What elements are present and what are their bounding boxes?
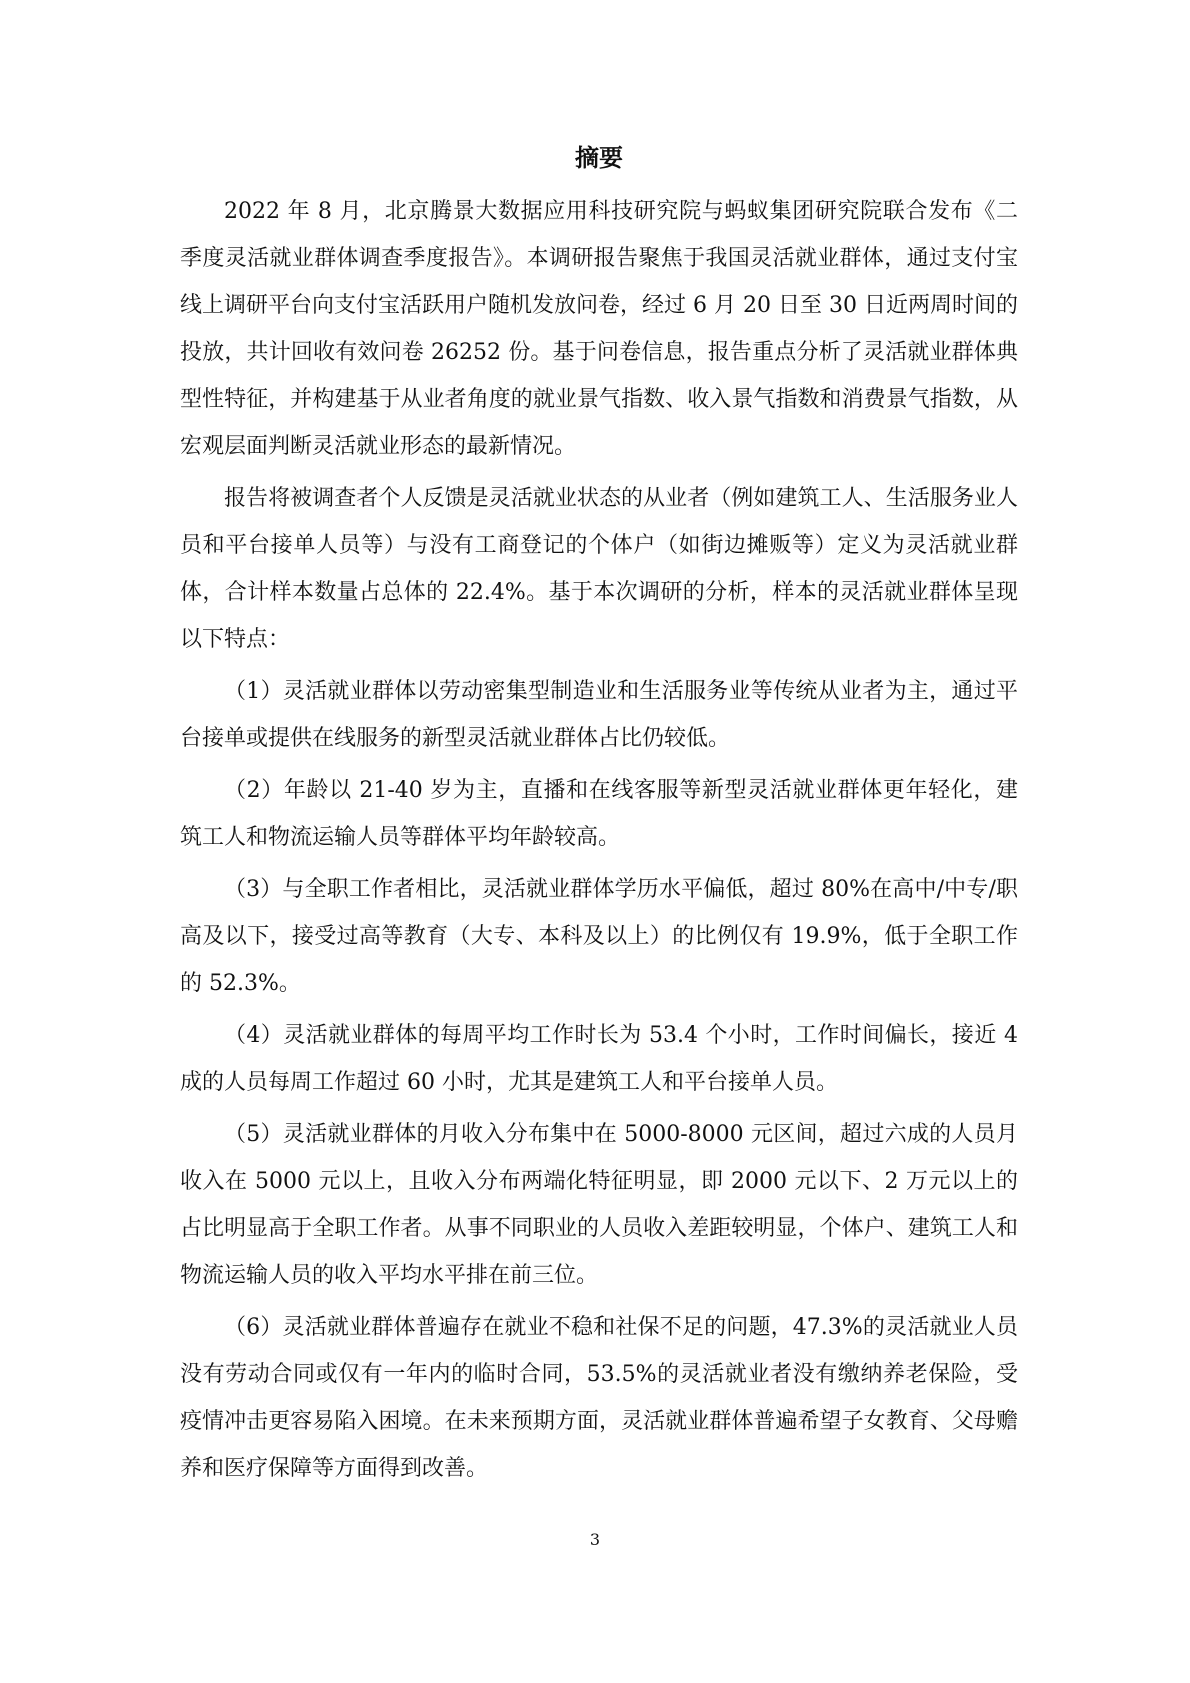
paragraph-point-6: （6）灵活就业群体普遍存在就业不稳和社保不足的问题，47.3%的灵活就业人员没有劳动合同或仅有一年内的临时合同，53.5%的灵活就业者没有缴纳养老保险，受疫情冲击更容易陷入困境。在未来预期方面，灵活就业群体普遍希望子女教育、父母赡养和医疗保障等方面得到改善。 [180,1315,1018,1481]
paragraph-point-5: （5）灵活就业群体的月收入分布集中在 5000-8000 元区间，超过六成的人员月收入在 5000 元以上，且收入分布两端化特征明显，即 2000 元以下、2 万元以上的占比明显高于全职工作者。从事不同职业的人员收入差距较明显，个体户、建筑工人和物流运输人员的收入平均水平排在前三位。 [180,1122,1018,1288]
page-title: 摘要 [575,143,623,172]
paragraph-point-4: （4）灵活就业群体的每周平均工作时长为 53.4 个小时，工作时间偏长，接近 4 成的人员每周工作超过 60 小时，尤其是建筑工人和平台接单人员。 [180,1023,1018,1095]
paragraph-definition: 报告将被调查者个人反馈是灵活就业状态的从业者（例如建筑工人、生活服务业人员和平台接单人员等）与没有工商登记的个体户（如街边摊贩等）定义为灵活就业群体，合计样本数量占总体的 22.4%。基于本次调研的分析，样本的灵活就业群体呈现以下特点： [180,486,1018,652]
page-number: 3 [589,1530,601,1549]
document-body [180,140,1018,1497]
paragraph-point-3: （3）与全职工作者相比，灵活就业群体学历水平偏低，超过 80%在高中/中专/职高及以下，接受过高等教育（大专、本科及以上）的比例仅有 19.9%，低于全职工作的 52.3%。 [180,877,1018,996]
paragraph-intro: 2022 年 8 月，北京腾景大数据应用科技研究院与蚂蚁集团研究院联合发布《二季度灵活就业群体调查季度报告》。本调研报告聚焦于我国灵活就业群体，通过支付宝线上调研平台向支付宝活跃用户随机发放问卷，经过 6 月 20 日至 30 日近两周时间的投放，共计回收有效问卷 26252 份。基于问卷信息，报告重点分析了灵活就业群体典型性特征，并构建基于从业者角度的就业景气指数、收入景气指数和消费景气指数，从宏观层面判断灵活就业形态的最新情况。 [180,199,1018,459]
paragraph-point-2: （2）年龄以 21-40 岁为主，直播和在线客服等新型灵活就业群体更年轻化，建筑工人和物流运输人员等群体平均年龄较高。 [180,778,1018,850]
paragraph-point-1: （1）灵活就业群体以劳动密集型制造业和生活服务业等传统从业者为主，通过平台接单或提供在线服务的新型灵活就业群体占比仍较低。 [180,679,1018,751]
